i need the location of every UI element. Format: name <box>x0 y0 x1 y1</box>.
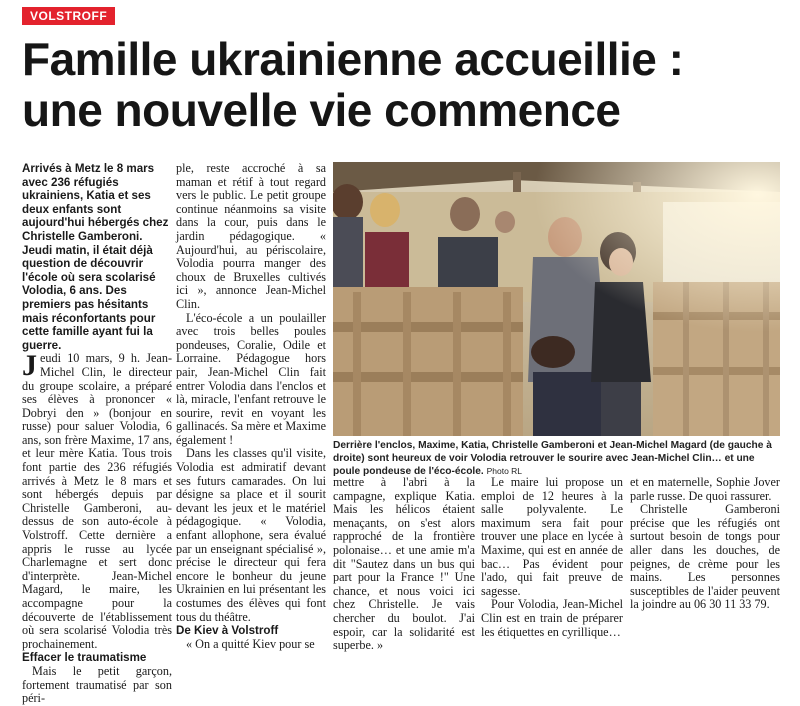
subhead: Effacer le traumatisme <box>22 651 147 665</box>
drop-cap: J <box>22 349 37 383</box>
article-column-3 <box>333 476 475 653</box>
article-paragraph: Mais le petit garçon, fortement traumatisé par son péri- <box>22 663 172 706</box>
article-paragraph: et en maternelle, Sophie Jover parle russe. De quoi rassurer. <box>630 475 780 503</box>
subhead: De Kiev à Volstroff <box>176 624 279 638</box>
photo-illustration <box>333 162 780 436</box>
headline-line-1: Famille ukrainienne accueillie : <box>22 33 684 85</box>
article-paragraph: L'éco-école a un poulailler avec trois belles poules pondeuses, Coralie, Odile et Lorraine. Pédagogue hors pair, Jean-Michel Clin fait entrer Volodia dans l'enclos et là, miracle, l'enfant retrouve le sourire, revit en voyant les gallinacés. Sa mère et Maxime également ! <box>176 310 326 447</box>
article-paragraph: Dans les classes qu'il visite, Volodia est admiratif devant ses futurs camarades. On lui désigne sa place et il sourit devant les jeux et le matériel pédagogique. « Volodia, enfant allophone, sera évalué par un enseignant spécialisé », précise le directeur qui fera encore le bonheur du jeune Ukrainien en lui présentant les costumes des élèves qui font tous du théâtre. <box>176 446 326 624</box>
article-column-2 <box>176 162 326 651</box>
article-paragraph: ple, reste accroché à sa maman et rétif à tout regard vers le public. Le petit groupe continue néanmoins sa visite dans la cour, puis dans le jardin pédagogique. « Aujourd'hui, au périscolaire, Volodia pourra manger des choux de Bruxelles cultivés ici », annonce Jean-Michel Clin. <box>176 161 326 311</box>
article-photo <box>333 162 780 436</box>
article-paragraph <box>22 349 172 651</box>
photo-caption <box>333 440 780 479</box>
article-paragraph: Le maire lui propose un emploi de 12 heures à la salle polyvalente. Le maximum sera fait pour trouver une place en lycée à Maxime, qui est en année de bac… Pas évident pour l'ado, qui fait preuve de sagesse. <box>481 475 623 598</box>
paragraph-text: eudi 10 mars, 9 h. Jean-Michel Clin, le directeur du groupe scolaire, a préparé ses élèves à prononcer « Dobryi den » (bonjour en russe) pour saluer Volodia, 6 ans, son frère Maxime, 17 ans, et leur mère Katia. Tous trois font partie des 236 réfugiés arrivés à Metz le 8 mars et sont hébergés depuis par Christelle Gamberoni, au-dessus de son auto-école à Volstroff. Cette dernière a appris le russe au lycée Charlemagne et sert donc d'interprète. Jean-Michel Magard, le maire, les accompagne pour la découverte de l'établissement où sera scolarisé Volodia très prochainement. <box>22 351 172 651</box>
headline <box>22 34 782 136</box>
section-kicker: VOLSTROFF <box>22 7 115 25</box>
article-column-5 <box>630 476 780 612</box>
article-paragraph: Christelle Gamberoni précise que les réfugiés ont surtout besoin de tongs pour aller dans les douches, de peignes, de crème pour les mains. Les personnes susceptibles de l'aider peuvent la joindre au 06 30 11 33 79. <box>630 502 780 612</box>
photo-credit: Photo RL <box>486 466 523 477</box>
article-lead: Arrivés à Metz le 8 mars avec 236 réfugiés ukrainiens, Katia et ses deux enfants sont aujourd'hui hébergés chez Christelle Gamberoni. Jeudi matin, il était déjà question de découvrir l'école où sera scolarisé Volodia, 6 ans. Des premiers pas hésitants mais réconfortants pour cette famille ayant fui la guerre. <box>22 162 169 352</box>
article-paragraph: « On a quitté Kiev pour se <box>186 636 315 651</box>
headline-line-2: une nouvelle vie commence <box>22 84 621 136</box>
article-column-4 <box>481 476 623 639</box>
article-paragraph: mettre à l'abri à la campagne, explique Katia. Mais les hélicos étaient menaçants, on s'est alors rapproché de la frontière polonaise… et une amie m'a dit "Sautez dans un bus qui part pour la France !" Une chance, et nous voici ici chez Christelle. Je vais chercher du boulot. J'ai espoir, car la solidarité est superbe. » <box>333 475 475 653</box>
article-column-1 <box>22 162 172 706</box>
article-paragraph: Pour Volodia, Jean-Michel Clin est en train de préparer les étiquettes en cyrillique… <box>481 597 623 639</box>
caption-text: Derrière l'enclos, Maxime, Katia, Christelle Gamberoni et Jean-Michel Magard (de gauche à droite) sont heureux de voir Volodia retrouver le sourire avec Jean-Michel Clin… et une poule pondeuse de l'éco-école. <box>333 440 772 478</box>
